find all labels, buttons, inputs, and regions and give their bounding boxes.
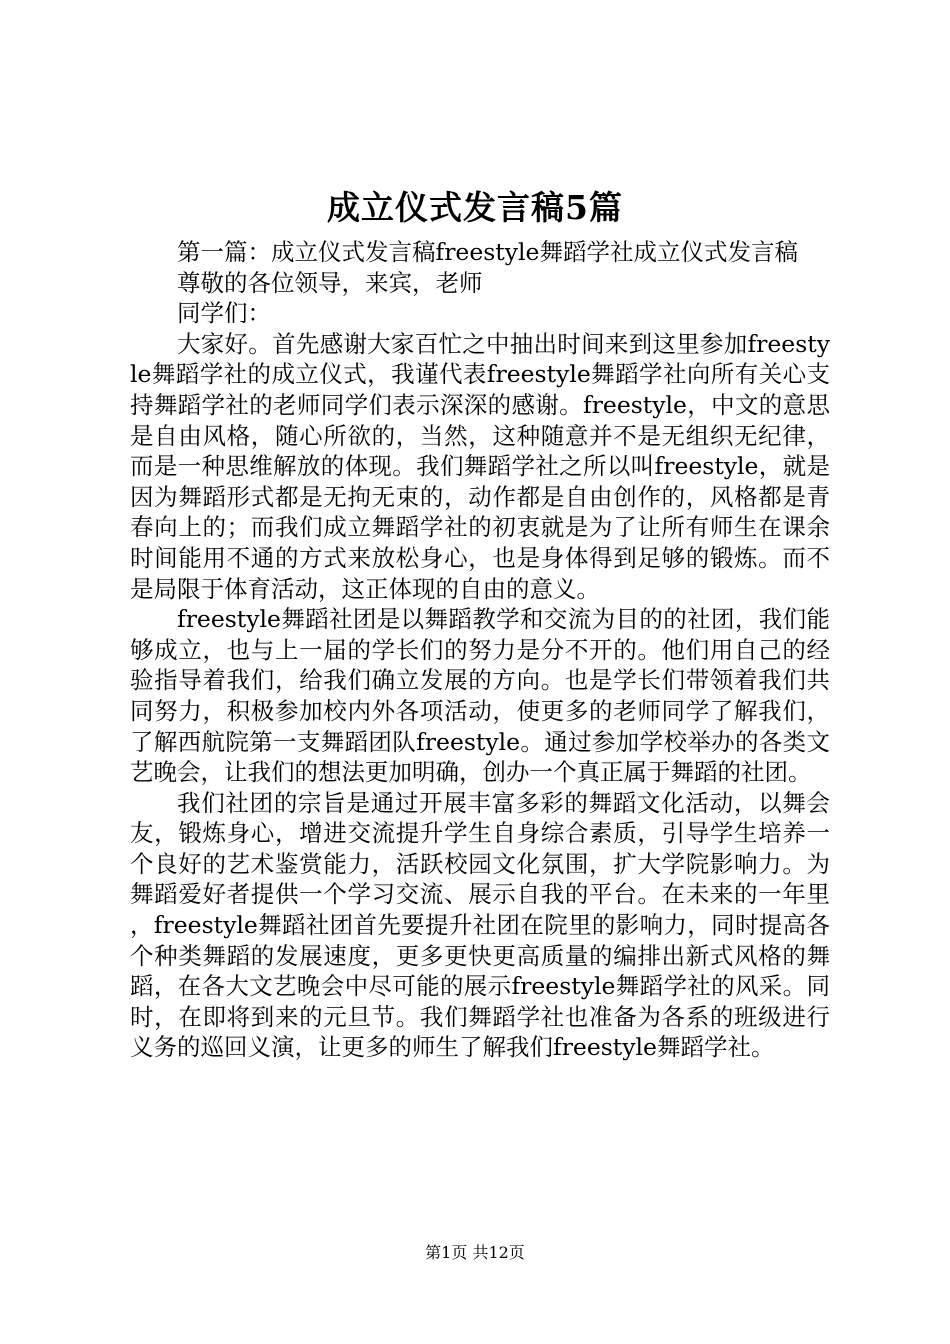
paragraph-heading: 第一篇：成立仪式发言稿freestyle舞蹈学社成立仪式发言稿: [177, 238, 798, 266]
page-number: 第1页 共12页: [425, 1243, 525, 1262]
paragraph-body-2: freestyle舞蹈社团是以舞蹈教学和交流为目的的社团，我们能够成立，也与上一届的学长们的努力是分不开的。他们用自己的经验指导着我们，给我们确立发展的方向。也是学长们带领着我们共同努力，积极参加校内外各项活动，使更多的老师同学了解我们，了解西航院第一支舞蹈团队freestyle。通过参加学校举办的各类文艺晚会，让我们的想法更加明确，创办一个真正属于舞蹈的社团。: [130, 605, 830, 787]
paragraph-salutation: 尊敬的各位领导，来宾，老师: [177, 268, 483, 297]
document-body: [130, 237, 830, 1063]
paragraph-body-3: 我们社团的宗旨是通过开展丰富多彩的舞蹈文化活动，以舞会友，锻炼身心，增进交流提升学生自身综合素质，引导学生培养一个良好的艺术鉴赏能力，活跃校园文化氛围，扩大学院影响力。为舞蹈爱好者提供一个学习交流、展示自我的平台。在未来的一年里，freestyle舞蹈社团首先要提升社团在院里的影响力，同时提高各个种类舞蹈的发展速度，更多更快更高质量的编排出新式风格的舞蹈，在各大文艺晚会中尽可能的展示freestyle舞蹈学社的风采。同时，在即将到来的元旦节。我们舞蹈学社也准备为各系的班级进行义务的巡回义演，让更多的师生了解我们freestyle舞蹈学社。: [130, 788, 830, 1062]
document-title: 成立仪式发言稿5篇: [327, 188, 623, 227]
paragraph-body-1: 大家好。首先感谢大家百忙之中抽出时间来到这里参加freestyle舞蹈学社的成立仪式，我谨代表freestyle舞蹈学社向所有关心支持舞蹈学社的老师同学们表示深深的感谢。freestyle，中文的意思是自由风格，随心所欲的，当然，这种随意并不是无组织无纪律，而是一种思维解放的体现。我们舞蹈学社之所以叫freestyle，就是因为舞蹈形式都是无拘无束的，动作都是自由创作的，风格都是青春向上的；而我们成立舞蹈学社的初衷就是为了让所有师生在课余时间能用不通的方式来放松身心，也是身体得到足够的锻炼。而不是局限于体育活动，这正体现的自由的意义。: [130, 329, 830, 603]
paragraph-audience: 同学们：: [177, 299, 271, 328]
